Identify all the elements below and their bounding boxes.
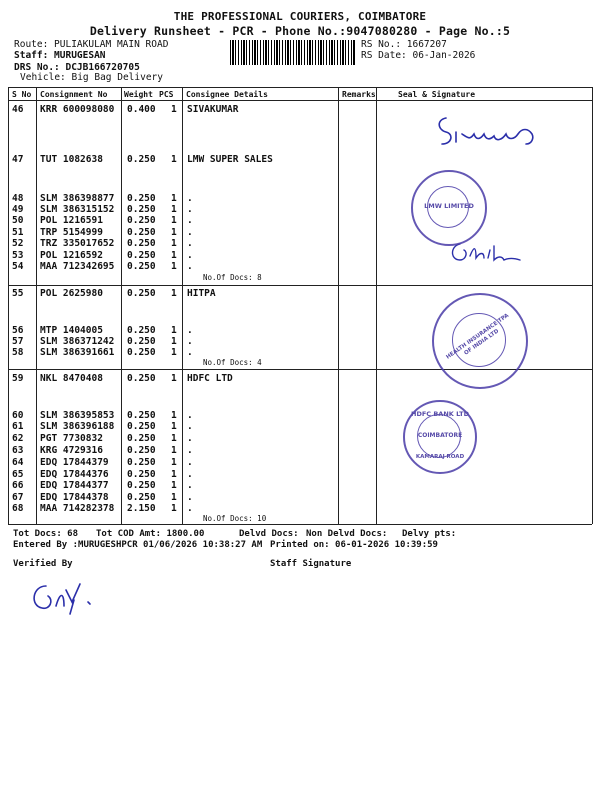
staff-signature-label: Staff Signature <box>270 559 352 569</box>
row-pcs: 1 <box>171 336 177 347</box>
row-sno: 53 <box>12 250 24 261</box>
row-consignee: . <box>187 480 193 491</box>
table-row <box>0 480 600 492</box>
col-header-consignee: Consignee Details <box>186 90 268 99</box>
row-weight: 0.250 <box>127 492 156 503</box>
row-consignment: MAA 712342695 <box>40 261 115 272</box>
row-weight: 0.250 <box>127 457 156 468</box>
row-consignee: . <box>187 492 193 503</box>
row-consignment: EDQ 17844377 <box>40 480 109 491</box>
row-weight: 0.250 <box>127 347 156 358</box>
group-doc-count: No.Of Docs: 10 <box>203 514 267 523</box>
row-pcs: 1 <box>171 480 177 491</box>
row-consignment: POL 1216591 <box>40 215 103 226</box>
row-sno: 66 <box>12 480 24 491</box>
drs-number: DRS No.: DCJB166720705 <box>14 62 140 73</box>
row-sno: 59 <box>12 373 24 384</box>
delivery-points: Delvy pts: <box>402 529 457 539</box>
row-consignment: EDQ 17844378 <box>40 492 109 503</box>
row-sno: 47 <box>12 154 24 165</box>
row-weight: 0.250 <box>127 193 156 204</box>
row-weight: 0.250 <box>127 204 156 215</box>
row-weight: 2.150 <box>127 503 156 514</box>
lmw-stamp-text: LMW LIMITED <box>424 202 474 210</box>
row-sno: 49 <box>12 204 24 215</box>
table-top-border <box>8 87 592 88</box>
health-insurance-stamp-text: HEALTH INSURANCE TPA OF INDIA LTD <box>445 312 511 361</box>
rs-date: RS Date: 06-Jan-2026 <box>361 50 476 61</box>
table-row <box>0 433 600 445</box>
signature-verifier <box>26 576 116 618</box>
hdfc-stamp-branch: KAMARAJ ROAD <box>415 454 465 460</box>
row-weight: 0.250 <box>127 154 156 165</box>
row-pcs: 1 <box>171 503 177 514</box>
row-sno: 57 <box>12 336 24 347</box>
row-consignee: . <box>187 204 193 215</box>
row-consignment: PGT 7730832 <box>40 433 103 444</box>
table-row <box>0 457 600 469</box>
row-consignee: . <box>187 261 193 272</box>
row-pcs: 1 <box>171 227 177 238</box>
row-sno: 62 <box>12 433 24 444</box>
row-consignee: . <box>187 250 193 261</box>
col-header-weight: Weight <box>124 90 153 99</box>
row-weight: 0.250 <box>127 238 156 249</box>
row-pcs: 1 <box>171 250 177 261</box>
row-weight: 0.250 <box>127 288 156 299</box>
table-row <box>0 215 600 227</box>
row-consignment: SLM 386391661 <box>40 347 115 358</box>
row-consignment: TRZ 335017652 <box>40 238 115 249</box>
row-sno: 48 <box>12 193 24 204</box>
table-bottom-border <box>8 524 592 525</box>
row-weight: 0.250 <box>127 227 156 238</box>
row-consignment: KRG 4729316 <box>40 445 103 456</box>
signature-sivakumar <box>432 110 552 152</box>
row-consignee: . <box>187 469 193 480</box>
row-consignee: HITPA <box>187 288 216 299</box>
row-weight: 0.250 <box>127 445 156 456</box>
row-weight: 0.250 <box>127 433 156 444</box>
col-header-remarks: Remarks <box>342 90 376 99</box>
entered-by: Entered By :MURUGESHPCR 01/06/2026 10:38:27 AM <box>13 540 263 550</box>
row-sno: 54 <box>12 261 24 272</box>
row-sno: 50 <box>12 215 24 226</box>
row-consignment: SLM 386315152 <box>40 204 115 215</box>
row-pcs: 1 <box>171 154 177 165</box>
row-weight: 0.250 <box>127 469 156 480</box>
row-sno: 51 <box>12 227 24 238</box>
row-pcs: 1 <box>171 421 177 432</box>
total-docs: Tot Docs: 68 <box>13 529 79 539</box>
row-consignment: SLM 386396188 <box>40 421 115 432</box>
row-consignee: HDFC LTD <box>187 373 233 384</box>
barcode <box>230 40 356 65</box>
row-sno: 56 <box>12 325 24 336</box>
table-row <box>0 445 600 457</box>
table-row <box>0 503 600 515</box>
printed-on: Printed on: 06-01-2026 10:39:59 <box>270 540 438 550</box>
hdfc-stamp-bank: HDFC BANK LTD <box>411 410 469 418</box>
row-pcs: 1 <box>171 193 177 204</box>
row-consignee: SIVAKUMAR <box>187 104 239 115</box>
row-sno: 67 <box>12 492 24 503</box>
row-pcs: 1 <box>171 445 177 456</box>
row-weight: 0.250 <box>127 480 156 491</box>
col-header-consignment: Consignment No <box>40 90 108 99</box>
row-consignee: LMW SUPER SALES <box>187 154 273 165</box>
row-consignee: . <box>187 336 193 347</box>
row-pcs: 1 <box>171 373 177 384</box>
col-header-seal: Seal & Signature <box>398 90 476 99</box>
row-pcs: 1 <box>171 261 177 272</box>
row-weight: 0.250 <box>127 215 156 226</box>
row-consignment: MTP 1404005 <box>40 325 103 336</box>
row-weight: 0.400 <box>127 104 156 115</box>
total-cod-amount: Tot COD Amt: 1800.00 <box>96 529 205 539</box>
hdfc-bank-stamp <box>403 400 477 474</box>
row-sno: 68 <box>12 503 24 514</box>
row-consignee: . <box>187 347 193 358</box>
row-consignee: . <box>187 238 193 249</box>
table-header-border <box>8 100 592 101</box>
delivered-docs: Delvd Docs: <box>239 529 299 539</box>
col-header-pcs: PCS <box>159 90 174 99</box>
row-consignment: KRR 600098080 <box>40 104 115 115</box>
row-sno: 52 <box>12 238 24 249</box>
row-consignee: . <box>187 503 193 514</box>
row-consignment: POL 1216592 <box>40 250 103 261</box>
row-pcs: 1 <box>171 433 177 444</box>
row-pcs: 1 <box>171 347 177 358</box>
row-consignment: TUT 1082638 <box>40 154 103 165</box>
row-sno: 60 <box>12 410 24 421</box>
row-consignment: POL 2625980 <box>40 288 103 299</box>
row-consignment: TRP 5154999 <box>40 227 103 238</box>
route-label: Route: PULIAKULAM MAIN ROAD <box>14 39 169 50</box>
non-delivered-docs: Non Delvd Docs: <box>306 529 388 539</box>
row-pcs: 1 <box>171 410 177 421</box>
row-consignee: . <box>187 215 193 226</box>
row-sno: 63 <box>12 445 24 456</box>
health-insurance-stamp <box>432 293 528 389</box>
row-consignee: . <box>187 421 193 432</box>
lmw-stamp <box>411 170 487 246</box>
row-consignee: . <box>187 227 193 238</box>
row-consignment: SLM 386371242 <box>40 336 115 347</box>
table-row <box>0 421 600 433</box>
company-title: THE PROFESSIONAL COURIERS, COIMBATORE <box>173 10 427 23</box>
row-consignment: NKL 8470408 <box>40 373 103 384</box>
row-weight: 0.250 <box>127 410 156 421</box>
row-sno: 55 <box>12 288 24 299</box>
row-pcs: 1 <box>171 215 177 226</box>
row-weight: 0.250 <box>127 261 156 272</box>
row-pcs: 1 <box>171 492 177 503</box>
row-consignment: EDQ 17844376 <box>40 469 109 480</box>
row-consignment: EDQ 17844379 <box>40 457 109 468</box>
row-consignment: MAA 714282378 <box>40 503 115 514</box>
row-sno: 58 <box>12 347 24 358</box>
rs-number: RS No.: 1667207 <box>361 39 447 50</box>
staff-label: Staff: MURUGESAN <box>14 50 106 61</box>
verified-by-label: Verified By <box>13 559 73 569</box>
row-consignment: SLM 386395853 <box>40 410 115 421</box>
row-sno: 46 <box>12 104 24 115</box>
table-row <box>0 154 600 166</box>
row-weight: 0.250 <box>127 421 156 432</box>
row-consignment: SLM 386398877 <box>40 193 115 204</box>
row-pcs: 1 <box>171 469 177 480</box>
vehicle-label: Vehicle: Big Bag Delivery <box>20 72 163 83</box>
table-row <box>0 288 600 300</box>
row-weight: 0.250 <box>127 373 156 384</box>
group-divider-1 <box>8 285 592 286</box>
group-doc-count: No.Of Docs: 8 <box>203 273 262 282</box>
row-sno: 61 <box>12 421 24 432</box>
runsheet-subtitle: Delivery Runsheet - PCR - Phone No.:9047080280 - Page No.:5 <box>89 24 511 38</box>
row-consignee: . <box>187 445 193 456</box>
hdfc-stamp-city: COIMBATORE <box>417 432 463 439</box>
row-pcs: 1 <box>171 288 177 299</box>
row-weight: 0.250 <box>127 325 156 336</box>
group-doc-count: No.Of Docs: 4 <box>203 358 262 367</box>
row-consignee: . <box>187 457 193 468</box>
col-header-sno: S No <box>12 90 32 99</box>
row-consignee: . <box>187 325 193 336</box>
row-pcs: 1 <box>171 238 177 249</box>
row-pcs: 1 <box>171 204 177 215</box>
row-pcs: 1 <box>171 325 177 336</box>
row-consignee: . <box>187 433 193 444</box>
row-weight: 0.250 <box>127 250 156 261</box>
row-consignee: . <box>187 410 193 421</box>
row-pcs: 1 <box>171 104 177 115</box>
row-consignee: . <box>187 193 193 204</box>
row-weight: 0.250 <box>127 336 156 347</box>
row-pcs: 1 <box>171 457 177 468</box>
row-sno: 65 <box>12 469 24 480</box>
row-sno: 64 <box>12 457 24 468</box>
